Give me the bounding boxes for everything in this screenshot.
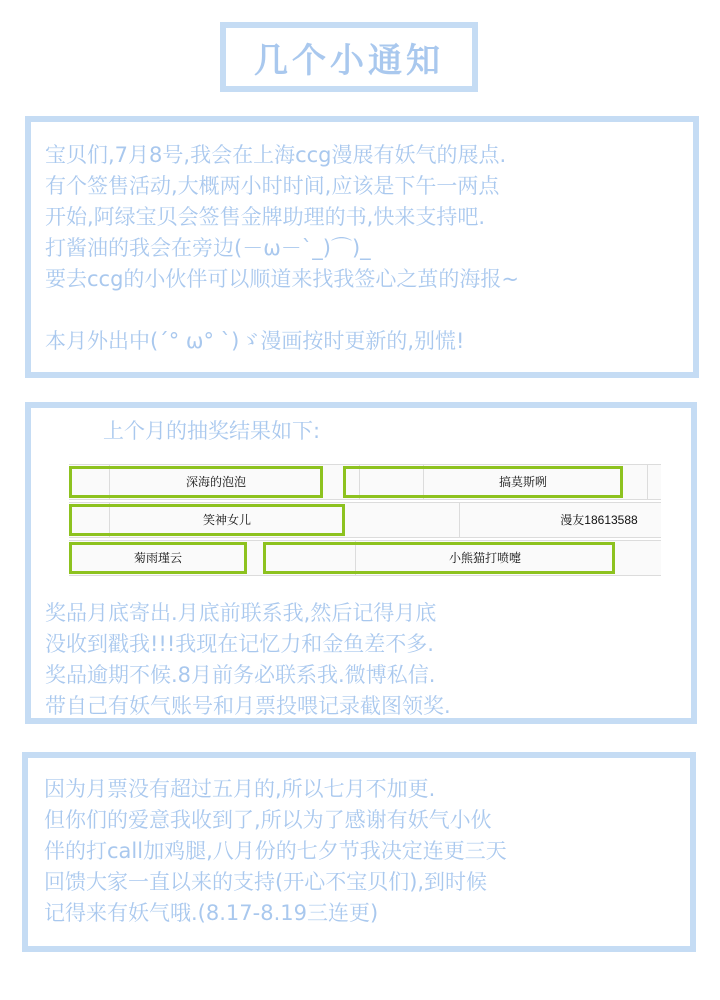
text-line: 开始,阿绿宝贝会签售金牌助理的书,快来支持吧. [45, 205, 486, 229]
winner-name: 漫友18613588 [560, 513, 638, 527]
winner-name: 小熊猫打喷嚏 [448, 551, 521, 565]
notice-box-update [22, 752, 696, 952]
text-line: 本月外出中(´° ω° `)ゞ漫画按时更新的,别慌! [45, 329, 465, 353]
winner-name: 深海的泡泡 [185, 475, 246, 489]
table-row [69, 502, 661, 538]
text-line: 没收到戳我!!!我现在记忆力和金鱼差不多. [45, 632, 434, 656]
text-line: 因为月票没有超过五月的,所以七月不加更. [44, 777, 436, 801]
text-line: 伴的打call加鸡腿,八月份的七夕节我决定连更三天 [44, 839, 507, 863]
notice-box-ccg [25, 116, 699, 378]
text-line [45, 295, 519, 326]
table-row [69, 540, 661, 576]
notice-box-lottery [25, 402, 697, 724]
text-line: 要去ccg的小伙伴可以顺道来找我签心之茧的海报~ [45, 267, 520, 291]
winner-name: 菊雨瑾云 [133, 551, 182, 565]
text-line: 打酱油的我会在旁边(－ω－`_)⌒)_ [45, 236, 371, 260]
winner-name: 笑神女儿 [202, 513, 251, 527]
text-line: 有个签售活动,大概两小时时间,应该是下午一两点 [45, 174, 500, 198]
text-line: 带自己有妖气账号和月票投喂记录截图领奖. [45, 694, 451, 718]
lottery-heading: 上个月的抽奖结果如下: [103, 419, 321, 443]
lottery-results-table [69, 458, 661, 578]
text-line: 宝贝们,7月8号,我会在上海ccg漫展有妖气的展点. [45, 143, 507, 167]
text-line: 记得来有妖气哦.(8.17-8.19三连更) [44, 901, 379, 925]
page-title: 几个小通知 [254, 40, 444, 81]
text-line: 奖品月底寄出.月底前联系我,然后记得月底 [45, 601, 437, 625]
update-notice-text [44, 774, 507, 929]
text-line: 回馈大家一直以来的支持(开心不宝贝们),到时候 [44, 870, 488, 894]
winner-name: 搞莫斯咧 [498, 475, 547, 489]
text-line: 奖品逾期不候.8月前务必联系我.微博私信. [45, 663, 436, 687]
text-line: 但你们的爱意我收到了,所以为了感谢有妖气小伙 [44, 808, 492, 832]
table-row [69, 464, 661, 500]
notice-ccg-text [45, 140, 519, 357]
lottery-instructions [45, 598, 451, 722]
title-box [220, 22, 478, 92]
